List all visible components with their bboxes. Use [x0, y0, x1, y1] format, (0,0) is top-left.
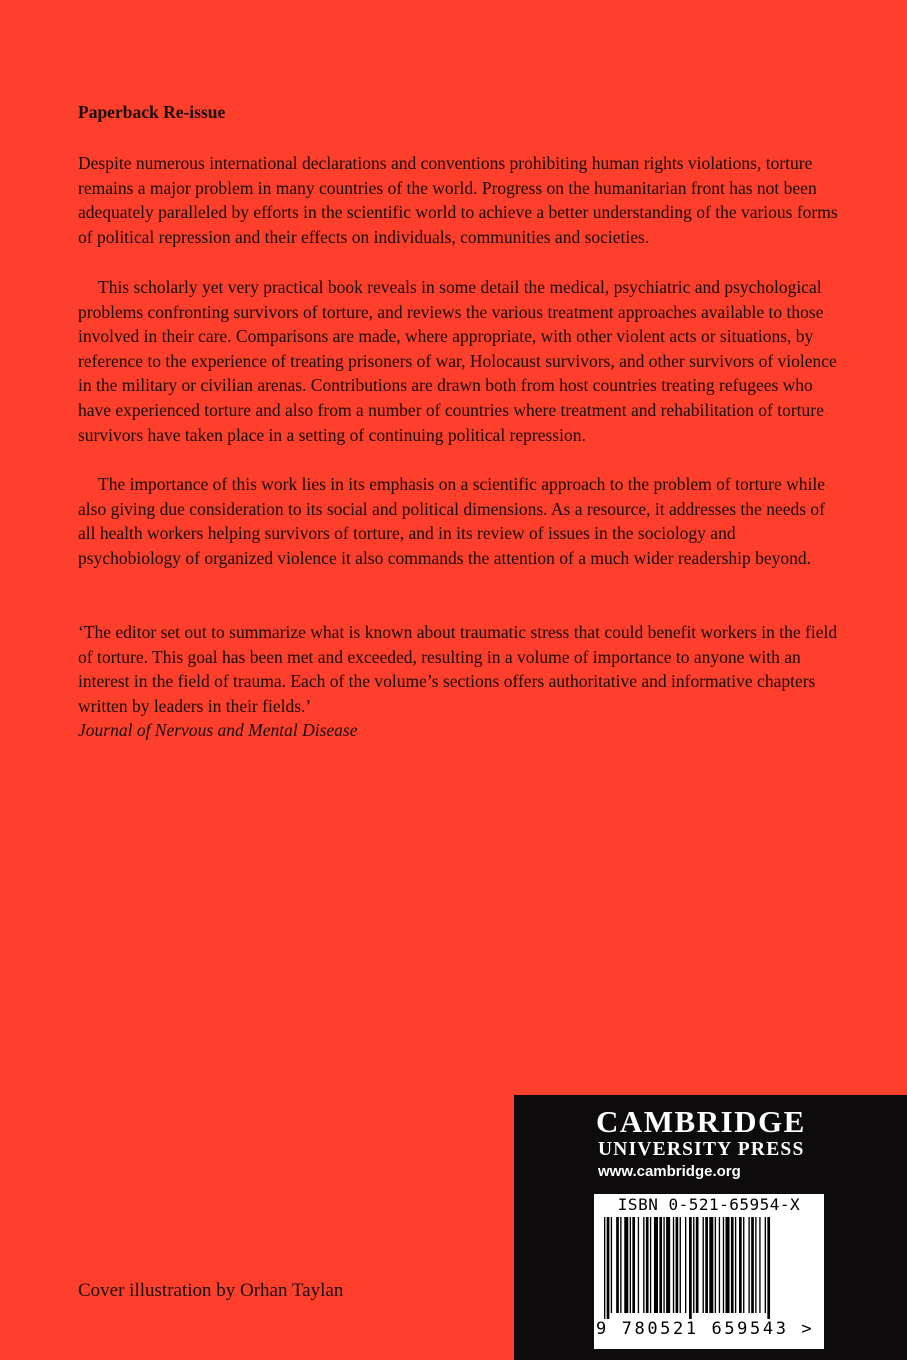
publisher-url: www.cambridge.org: [598, 1163, 741, 1180]
publisher-subname: UNIVERSITY PRESS: [598, 1139, 805, 1160]
paragraph-text: This scholarly yet very practical book reveals in some detail the medical, psychiatric and psychological problems confronting survivors of torture, and reviews the various treatment approaches available to those involved in their care. Comparisons are made, where appropriate, with other violent acts or situations, by reference to the experience of treating prisoners of war, Holocaust survivors, and other survivors of violence in the military or civilian arenas. Contributions are drawn both from host countries treating refugees who have experienced torture and also from a number of countries where treatment and rehabilitation of torture survivors have taken place in a setting of continuing political repression.: [78, 277, 837, 445]
cover-credit: Cover illustration by Orhan Taylan: [78, 1280, 344, 1301]
barcode: [594, 1194, 824, 1349]
review-quote-text: ‘The editor set out to summarize what is known about traumatic stress that could benefit workers in the field of torture. This goal has been met and exceeded, resulting in a volume of importance to anyone with an interest in the field of trauma. Each of the volume’s sections offers authoritative and informative chapters written by leaders in their fields.’: [78, 622, 838, 716]
barcode-bars: [604, 1217, 814, 1319]
publisher-block: [514, 1095, 907, 1360]
paragraph-text: The importance of this work lies in its emphasis on a scientific approach to the problem of torture while also giving due consideration to its social and political dimensions. As a resource, it addresses the needs of all health workers helping survivors of torture, and in its review of issues in the sociology and psychobiology of organized violence it also commands the attention of a much wider readership beyond.: [78, 474, 826, 568]
description-paragraph-2: [78, 275, 838, 447]
publisher-name: CAMBRIDGE: [596, 1104, 806, 1139]
review-quote: [78, 620, 838, 743]
isbn-text: ISBN 0-521-65954-X: [617, 1195, 801, 1214]
description-paragraph-1: [78, 151, 838, 249]
review-source: Journal of Nervous and Mental Disease: [78, 720, 358, 741]
description-paragraph-3: [78, 472, 838, 570]
section-heading: Paperback Re-issue: [78, 102, 226, 122]
barcode-digits: 9 780521 659543 >: [596, 1319, 815, 1339]
paragraph-text: Despite numerous international declarations and conventions prohibiting human rights violations, torture remains a major problem in many countries of the world. Progress on the humanitarian front has not been adequately paralleled by efforts in the scientific world to achieve a better understanding of the various forms of political repression and their effects on individuals, communities and societies.: [78, 153, 838, 247]
